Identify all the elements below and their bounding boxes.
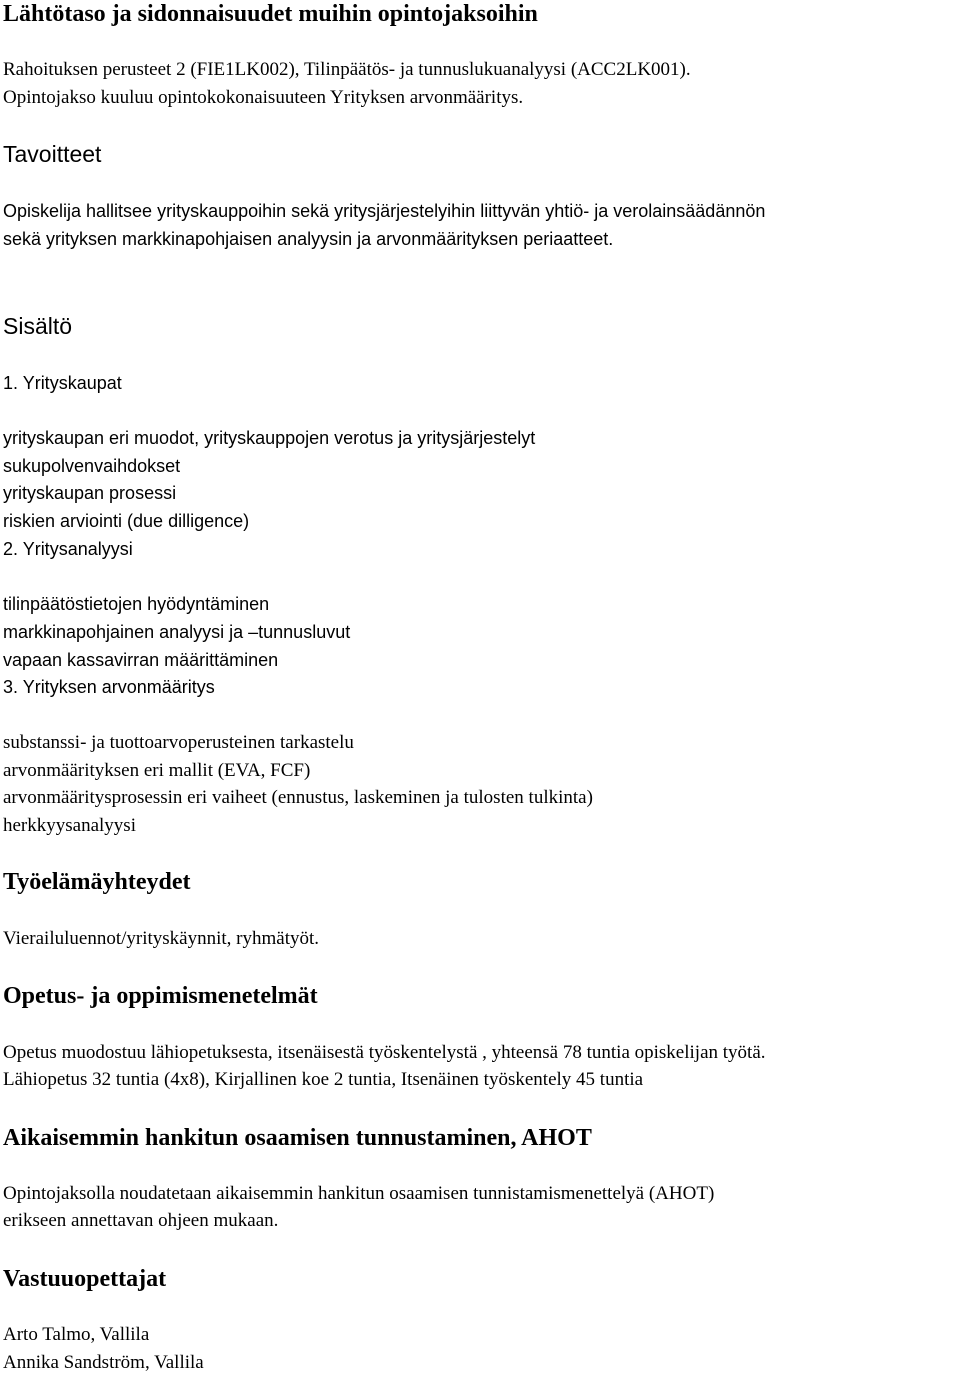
sisalto-group-3-item: arvonmääritysprosessin eri vaiheet (ennustus, laskeminen ja tulosten tulkinta) — [3, 787, 593, 808]
sisalto-group-1-item: sukupolvenvaihdokset — [3, 456, 181, 476]
heading-lahtotaso: Lähtötaso ja sidonnaisuudet muihin opintojaksoihin — [3, 1, 538, 27]
tyoelama-line-1: Vierailuluennot/yrityskäynnit, ryhmätyöt. — [3, 928, 319, 949]
vastuu-line-1: Arto Talmo, Vallila — [3, 1324, 150, 1345]
sisalto-group-1-title: 1. Yrityskaupat — [3, 373, 122, 393]
opetus-line-2: Lähiopetus 32 tuntia (4x8), Kirjallinen koe 2 tuntia, Itsenäinen työskentely 45 tuntia — [3, 1069, 644, 1090]
vastuu-line-2: Annika Sandström, Vallila — [3, 1352, 204, 1373]
heading-ahot: Aikaisemmin hankitun osaamisen tunnustaminen, AHOT — [3, 1125, 592, 1151]
lahtotaso-line-1: Rahoituksen perusteet 2 (FIE1LK002), Tilinpäätös- ja tunnuslukuanalyysi (ACC2LK001). — [3, 59, 691, 80]
sisalto-group-1-item: yrityskaupan prosessi — [3, 483, 177, 503]
tavoitteet-line-2: sekä yrityksen markkinapohjaisen analyysin ja arvonmäärityksen periaatteet. — [3, 229, 614, 249]
heading-sisalto: Sisältö — [3, 313, 73, 339]
sisalto-group-1-item: riskien arviointi (due dilligence) — [3, 511, 250, 531]
heading-tavoitteet: Tavoitteet — [3, 141, 102, 167]
sisalto-group-1-item: yrityskaupan eri muodot, yrityskauppojen verotus ja yritysjärjestelyt — [3, 428, 536, 448]
sisalto-group-2-item: markkinapohjainen analyysi ja –tunnusluvut — [3, 622, 351, 642]
ahot-line-2: erikseen annettavan ohjeen mukaan. — [3, 1210, 279, 1231]
ahot-line-1: Opintojaksolla noudatetaan aikaisemmin hankitun osaamisen tunnistamismenettelyä (AHOT) — [3, 1183, 715, 1204]
sisalto-group-2-item: vapaan kassavirran määrittäminen — [3, 650, 279, 670]
lahtotaso-line-2: Opintojakso kuuluu opintokokonaisuuteen Yrityksen arvonmääritys. — [3, 87, 524, 108]
opetus-line-1: Opetus muodostuu lähiopetuksesta, itsenäisestä työskentelystä , yhteensä 78 tuntia opiskelijan työtä. — [3, 1042, 766, 1063]
sisalto-group-3-item: herkkyysanalyysi — [3, 815, 136, 836]
sisalto-group-3-item: substanssi- ja tuottoarvoperusteinen tarkastelu — [3, 732, 354, 753]
heading-opetus: Opetus- ja oppimismenetelmät — [3, 983, 318, 1009]
heading-tyoelamayhteydet: Työelämäyhteydet — [3, 869, 191, 895]
sisalto-group-2-title: 2. Yritysanalyysi — [3, 539, 133, 559]
heading-vastuuopettajat: Vastuuopettajat — [3, 1266, 167, 1292]
sisalto-group-3-item: arvonmäärityksen eri mallit (EVA, FCF) — [3, 760, 311, 781]
sisalto-group-3-title: 3. Yrityksen arvonmääritys — [3, 677, 215, 697]
sisalto-group-2-item: tilinpäätöstietojen hyödyntäminen — [3, 594, 270, 614]
tavoitteet-line-1: Opiskelija hallitsee yrityskauppoihin sekä yritysjärjestelyihin liittyvän yhtiö- ja verolainsäädännön — [3, 201, 766, 221]
